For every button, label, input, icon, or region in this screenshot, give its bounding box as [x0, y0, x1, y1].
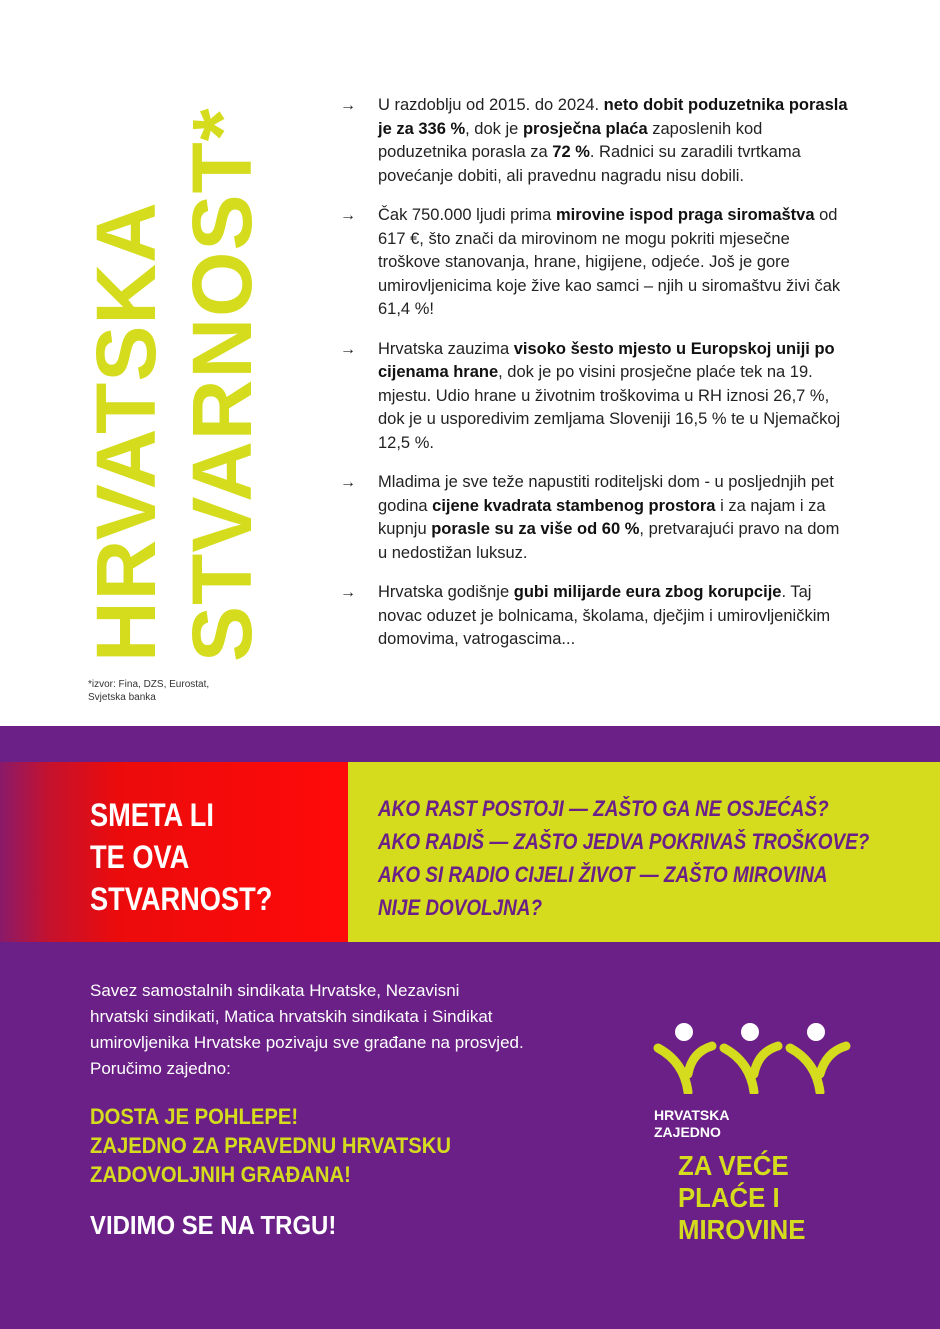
- fact-text: U razdoblju od 2015. do 2024.: [378, 96, 604, 114]
- right-arrow-icon: →: [340, 207, 356, 224]
- fact-text: od 617 €, što znači da mirovinom ne mogu pokriti mjesečne troškove stanovanja, hrane, higijene, odjeće. Još je gore umirovljenicima koje žive kao samci – njih u siromaštvu živi čak 61,4 %!: [378, 206, 841, 318]
- fact-text: Hrvatska zauzima: [378, 339, 514, 358]
- fact-highlight: cijene kvadrata stambenog prostora: [432, 496, 716, 515]
- fact-text: Čak 750.000 ljudi prima: [378, 206, 556, 224]
- footnote-star: *: [175, 107, 269, 142]
- right-arrow-icon: →: [340, 584, 356, 601]
- fact-highlight: 72 %: [552, 143, 590, 161]
- fact-highlight: porasle su za više od 60 %: [431, 520, 640, 538]
- fact-item: [340, 471, 850, 565]
- fact-text: Mladima je sve teže napustiti roditeljski dom - u posljednjih pet godina: [378, 473, 834, 515]
- see-you-heading: VIDIMO SE NA TRGU!: [90, 1210, 337, 1240]
- fact-text: , pretvarajući pravo na dom u nedostižan luksuz.: [378, 520, 840, 562]
- logo-wordmark: HRVATSKA ZAJEDNO: [654, 1107, 730, 1140]
- right-arrow-icon: →: [340, 474, 356, 491]
- campaign-slogan: ZA VEĆE PLAĆE I MIROVINE: [678, 1150, 806, 1245]
- source-footnote: *izvor: Fina, DZS, Eurostat, Svjetska banka: [88, 679, 210, 703]
- questions-text: AKO RAST POSTOJI — ZAŠTO GA NE OSJEĆAŠ? AKO RADIŠ — ZAŠTO JEDVA POKRIVAŠ TROŠKOVE? AKO SI RADIO CIJELI ŽIVOT — ZAŠTO MIROVINA NIJE DOVOLJNA?: [378, 796, 870, 920]
- vertical-title-line1: HRVATSKA: [79, 201, 173, 662]
- fact-text: i za najam i za kupnju: [378, 496, 826, 538]
- vertical-title-line2: STVARNOST*: [175, 107, 269, 662]
- fact-text: , dok je po visini prosječne plaće tek na 19. mjestu. Udio hrane u životnim troškovima u RH iznosi 26,7 %, dok je u usporedivim zemljama Sloveniji 16,5 % te u Njemačkoj 12,5 %.: [378, 363, 841, 452]
- fact-highlight: neto dobit poduzetnika porasla je za 336 %: [378, 96, 848, 138]
- call-to-protest-text: Savez samostalnih sindikata Hrvatske, Nezavisni hrvatski sindikati, Matica hrvatskih sindikata i Sindikat umirovljenika Hrvatske pozivaju sve građane na prosvjed. Poručimo zajedno:: [90, 981, 524, 1078]
- fact-text: zaposlenih kod poduzetnika porasla za: [378, 119, 763, 161]
- fact-item: [340, 581, 850, 652]
- fact-highlight: prosječna plaća: [522, 119, 648, 138]
- three-people-logo-icon: [652, 1022, 852, 1094]
- fact-item: [340, 338, 850, 456]
- fact-highlight: visoko šesto mjesto u Europskoj uniji po cijenama hrane: [378, 339, 835, 381]
- fact-highlight: mirovine ispod praga siromaštva: [555, 206, 815, 224]
- fact-text: Hrvatska godišnje: [378, 583, 514, 601]
- fact-text: . Taj novac oduzet je bolnicama, školama, dječjim i umirovljeničkim domovima, vatrogascima...: [378, 583, 831, 648]
- fact-item: [340, 94, 850, 188]
- fact-list: [340, 94, 850, 668]
- red-box-heading: SMETA LI TE OVA STVARNOST?: [90, 797, 273, 917]
- right-arrow-icon: →: [340, 97, 356, 114]
- slogans: DOSTA JE POHLEPE! ZAJEDNO ZA PRAVEDNU HRVATSKU ZADOVOLJNIH GRAĐANA!: [90, 1104, 451, 1187]
- fact-text: , dok je: [465, 119, 523, 138]
- right-arrow-icon: →: [340, 340, 356, 358]
- fact-item: [340, 204, 850, 322]
- fact-text: . Radnici su zaradili tvrtkama povećanje dobiti, ali pravednu nagradu nisu dobili.: [378, 143, 801, 185]
- fact-highlight: gubi milijarde eura zbog korupcije: [513, 583, 782, 601]
